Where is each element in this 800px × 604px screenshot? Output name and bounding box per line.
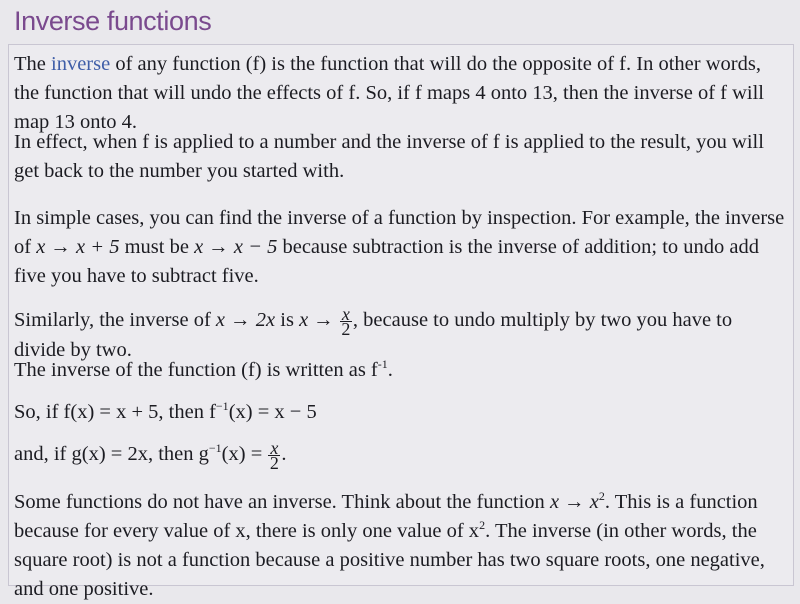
text: . This is a function because for every value of x, there is only one value of x: [14, 491, 758, 542]
math-expression: x → x + 5: [36, 236, 120, 258]
fraction-numerator: x: [341, 303, 350, 324]
example-f: [14, 398, 786, 427]
text: The: [14, 53, 51, 75]
text: The inverse of the function (f) is written as f: [14, 359, 378, 381]
text: . The inverse (in other words, the square root) is not a function because a positive number has two square roots, one negative, and one positive.: [14, 520, 765, 600]
text: (x) =: [221, 443, 268, 465]
text: because subtraction is the inverse of addition; to undo add five you have to subtract five.: [14, 236, 759, 287]
paragraph-notation: [14, 356, 786, 385]
text: must be: [119, 236, 195, 258]
math-expression: x → x − 5: [194, 236, 278, 258]
fraction-numerator: x: [270, 437, 279, 458]
superscript: −1: [208, 441, 222, 456]
text: .: [281, 443, 287, 465]
keyword-inverse: inverse: [51, 53, 111, 75]
superscript: −1: [215, 399, 229, 414]
superscript: 2: [479, 518, 486, 533]
text: In simple cases, you can find the inverse of a function by inspection. For example, the inverse of: [14, 207, 785, 258]
superscript: 2: [598, 489, 605, 504]
math-expression: x →: [299, 309, 339, 331]
paragraph-no-inverse: [14, 488, 786, 604]
paragraph-simple-cases: [14, 204, 786, 291]
fraction-denominator: 2: [269, 452, 279, 473]
math-expression: x → x: [549, 491, 599, 513]
text: (x) = x − 5: [228, 401, 317, 423]
page-title: Inverse functions: [14, 6, 212, 36]
math-expression: x → 2x: [215, 309, 276, 331]
text: So, if f(x) = x + 5, then f: [14, 401, 216, 423]
paragraph-effect: [14, 128, 786, 186]
text: In effect, when f is applied to a number and the inverse of f is applied to the result, you will get back to the number you started with.: [14, 131, 764, 182]
text: , because to undo multiply by two you have to divide by two.: [14, 309, 733, 361]
text: .: [387, 359, 393, 381]
text: Some functions do not have an inverse. Think about the function: [14, 491, 550, 513]
fraction-denominator: 2: [341, 318, 351, 339]
text: of any function (f) is the function that will do the opposite of f. In other words, the function that will undo the effects of f. So, if f maps 4 onto 13, then the inverse of f will map 13 onto 4.: [14, 53, 764, 133]
example-g: [14, 437, 786, 473]
fraction: [340, 303, 352, 339]
text: Similarly, the inverse of: [14, 309, 216, 331]
fraction: [268, 437, 280, 473]
paragraph-definition: [14, 50, 786, 137]
superscript: -1: [377, 357, 388, 372]
text: and, if g(x) = 2x, then g: [14, 443, 209, 465]
text: is: [275, 309, 300, 331]
